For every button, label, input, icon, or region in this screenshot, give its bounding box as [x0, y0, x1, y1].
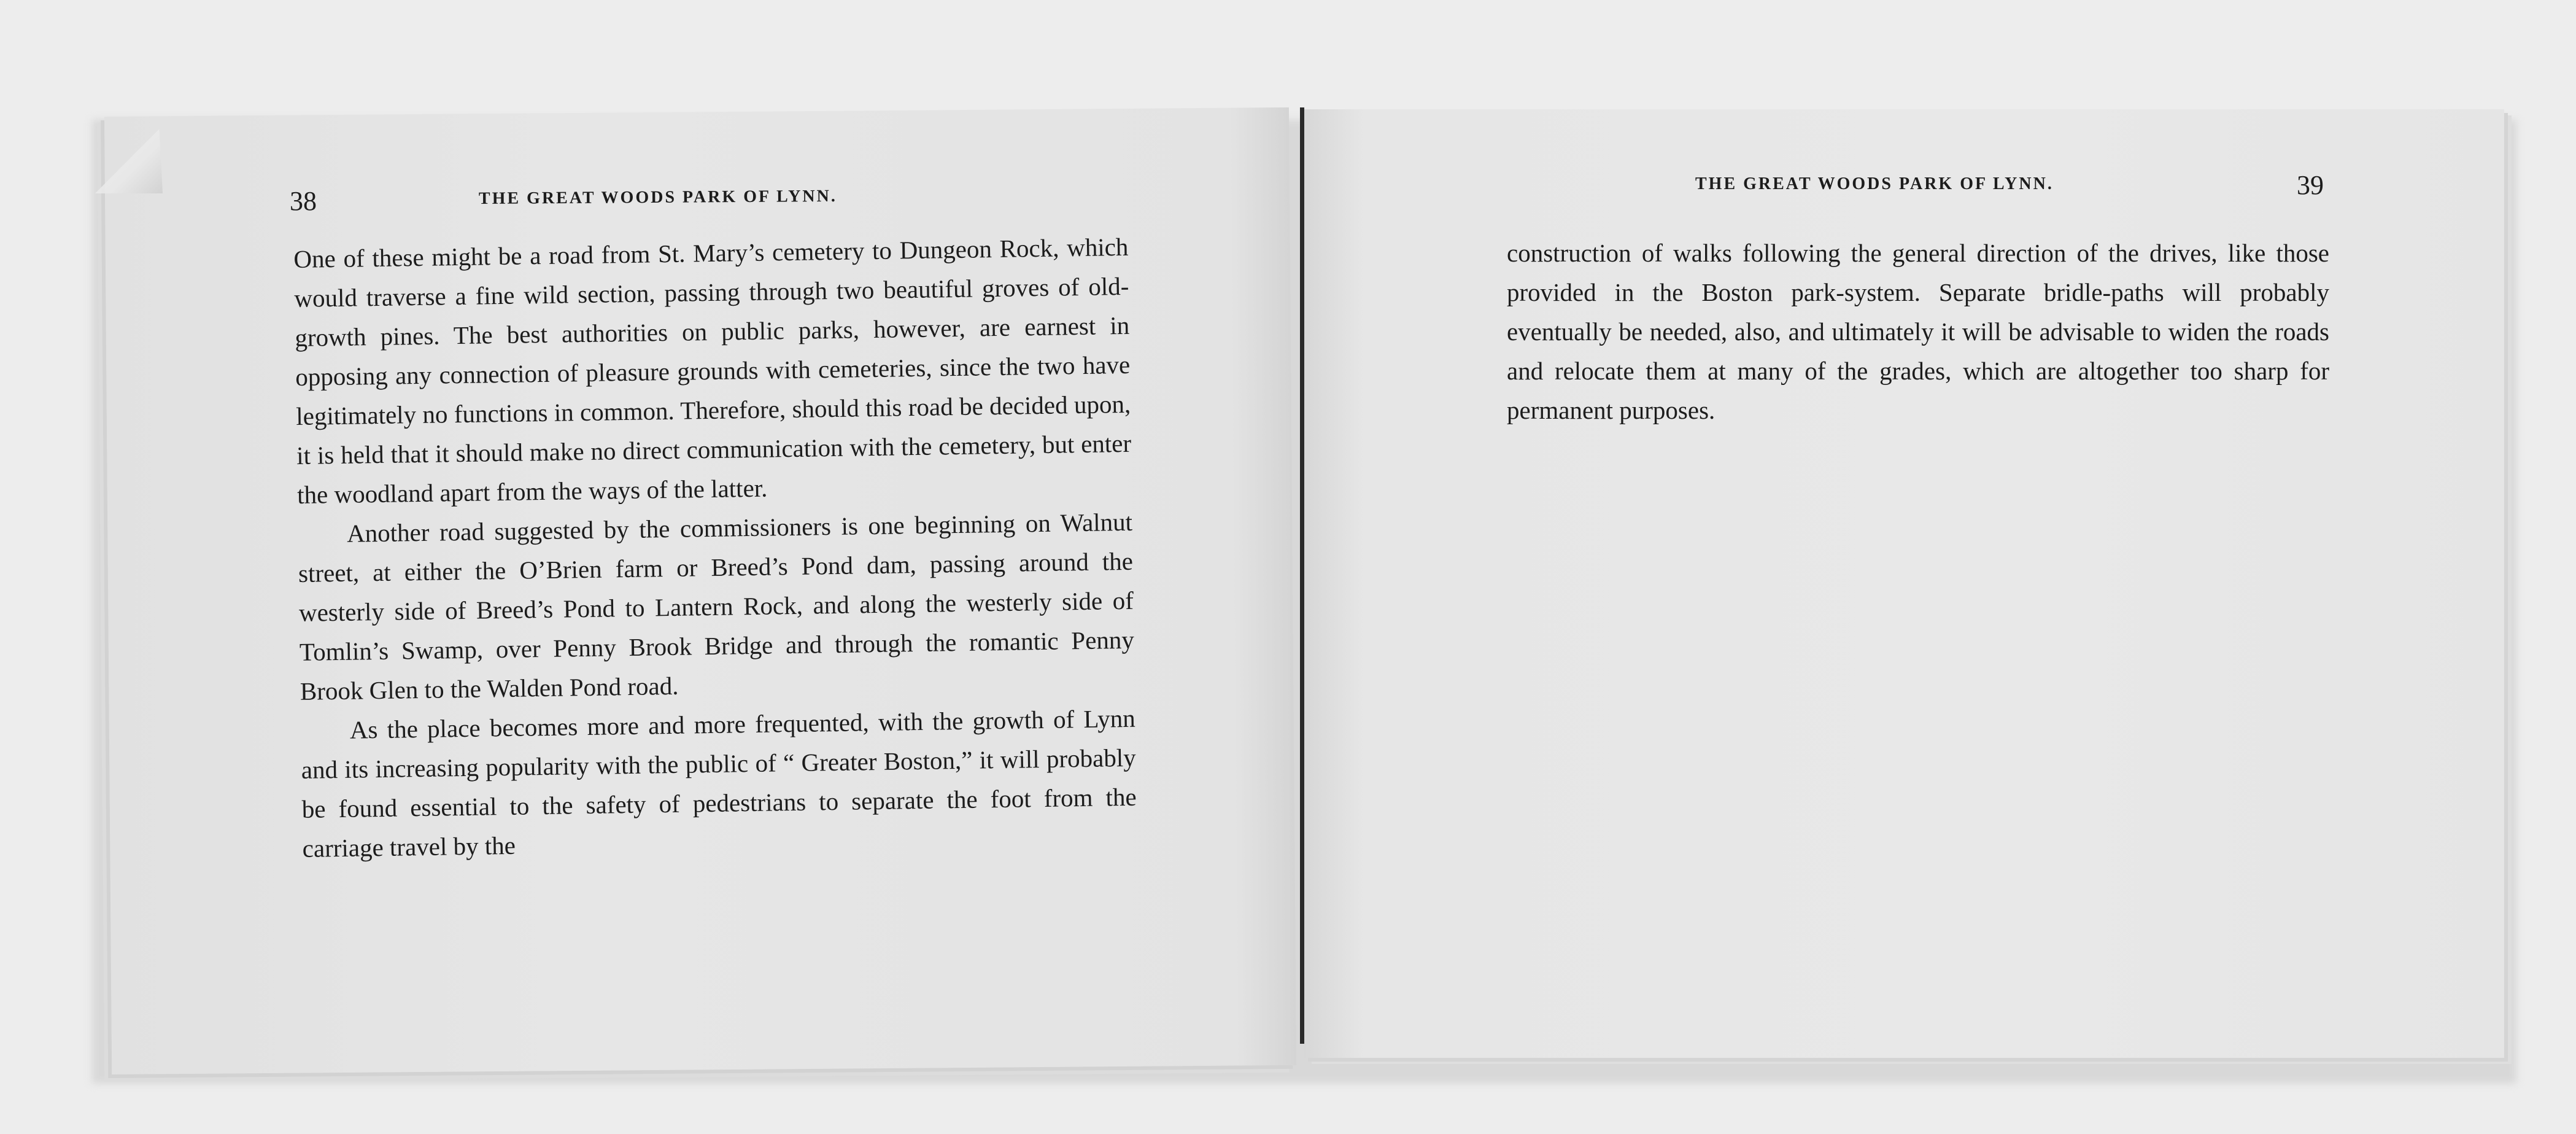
- right-page-number: 39: [2297, 170, 2324, 200]
- left-paragraph-2: Another road suggested by the commissioners is one beginning on Walnut street, at either the O’Brien farm or Breed’s Pond dam, passing around the westerly side of Breed’s Pond to Lantern Rock, and along the westerly side of Tomlin’s Swamp, over Penny Brook Bridge and through the romantic Penny Brook Glen to the Walden Pond road.: [298, 507, 1135, 705]
- left-paragraph-1: One of these might be a road from St. Mary’s cemetery to Dungeon Rock, which would traverse a fine wild section, passing through two beautiful groves of old-growth pines. The best authorities on public parks, however, are earnest in opposing any connection of pleasure grounds with cemeteries, since the two have legitimately no functions in common. Therefore, should this road be decided upon, it is held that it should make no direct communication with the cemetery, but enter the woodland apart from the ways of the latter.: [293, 232, 1132, 509]
- left-page-number: 38: [290, 186, 317, 216]
- book-gutter: [1300, 107, 1304, 1044]
- left-running-head: THE GREAT WOODS PARK OF LYNN.: [478, 186, 837, 208]
- left-paragraph-3: As the place becomes more and more frequented, with the growth of Lynn and its increasing popularity with the public of “ Greater Boston,” it will probably be found essential to the safety of pedestrians to separate the foot from the carriage travel by the: [301, 704, 1137, 863]
- right-page-text: [1507, 233, 2329, 430]
- right-running-head: THE GREAT WOODS PARK OF LYNN.: [1695, 174, 2054, 193]
- right-paragraph-1: construction of walks following the general direction of the drives, like those provided in the Boston park-system. Separate bridle-paths will probably eventually be needed, also, and ultimately it will be advisable to widen the roads and relocate them at many of the grades, which are altogether too sharp for permanent purposes.: [1507, 239, 2329, 424]
- left-page-text: [293, 227, 1137, 868]
